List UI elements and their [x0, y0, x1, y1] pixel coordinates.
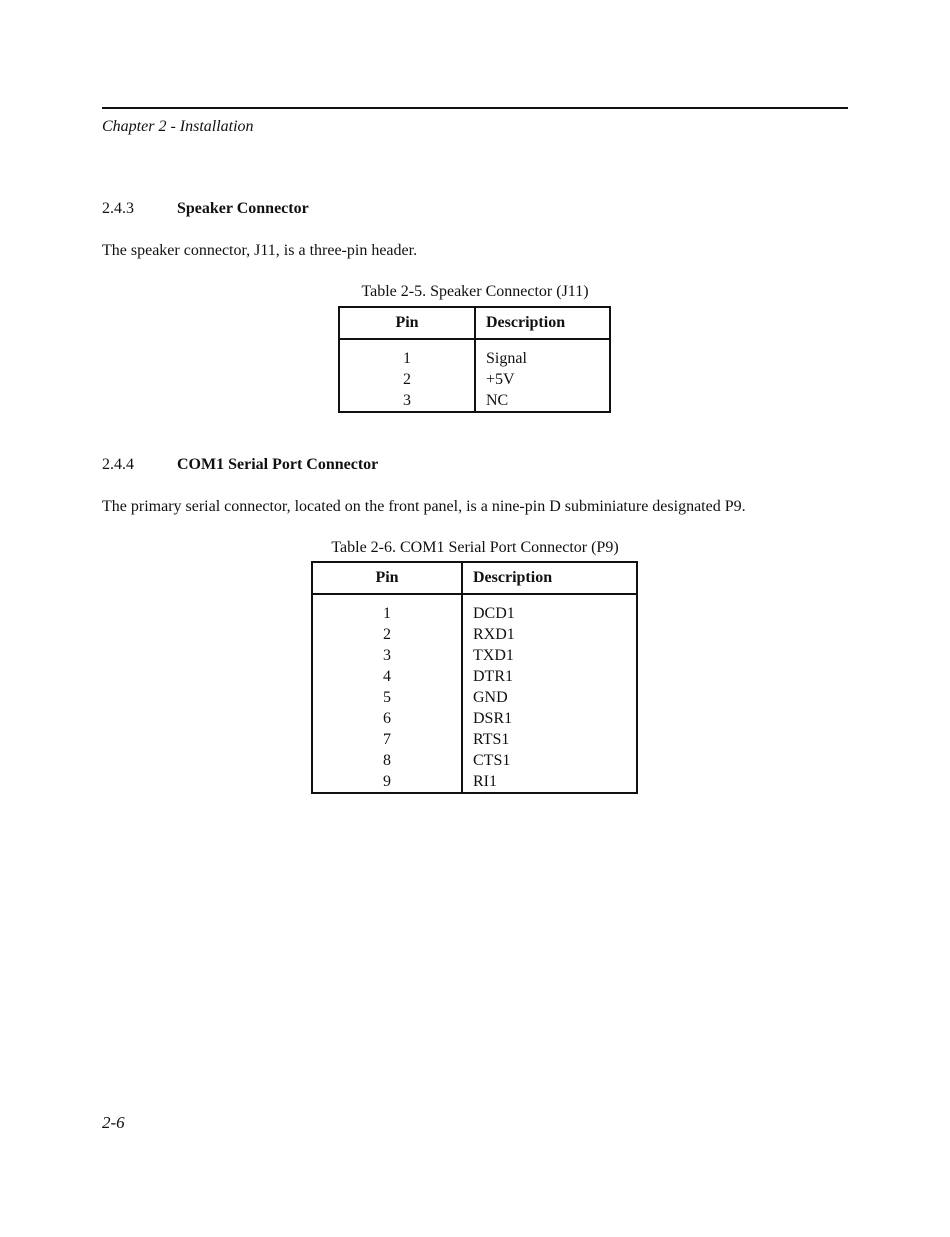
section-heading-speaker: [102, 200, 309, 218]
pin-cell: 6: [312, 708, 462, 729]
pin-cell: 7: [312, 729, 462, 750]
pin-cell: 8: [312, 750, 462, 771]
table-row: [312, 687, 637, 708]
description-cell: DSR1: [473, 710, 513, 727]
table-row: [312, 771, 637, 793]
speaker-connector-table: [338, 306, 611, 413]
pin-cell: 2: [339, 369, 475, 390]
com1-connector-table: [311, 561, 638, 794]
table-row: [312, 729, 637, 750]
description-cell: TXD1: [473, 647, 514, 664]
table-row: [339, 369, 610, 390]
pin-cell: 9: [312, 771, 462, 793]
com1-paragraph: The primary serial connector, located on the front panel, is a nine-pin D subminiature designated P9.: [102, 498, 746, 515]
table-row: [312, 708, 637, 729]
description-cell: DCD1: [473, 605, 515, 622]
pin-cell: 4: [312, 666, 462, 687]
pin-cell: 3: [312, 645, 462, 666]
section-title: Speaker Connector: [177, 200, 309, 217]
column-header-pin: Pin: [339, 307, 475, 339]
chapter-header: Chapter 2 - Installation: [102, 118, 254, 135]
section-number: 2.4.3: [102, 200, 134, 217]
page-number: 2-6: [102, 1113, 125, 1132]
table-row: [339, 339, 610, 369]
description-cell: RTS1: [473, 731, 510, 748]
section-number: 2.4.4: [102, 456, 134, 473]
pin-cell: 3: [339, 390, 475, 412]
table-row: [312, 594, 637, 624]
description-cell: RI1: [473, 773, 497, 790]
pin-cell: 1: [312, 594, 462, 624]
description-cell: Signal: [486, 350, 527, 367]
description-cell: RXD1: [473, 626, 515, 643]
table-row: [312, 750, 637, 771]
description-cell: GND: [473, 689, 508, 706]
table-row: [312, 624, 637, 645]
column-header-description: Description: [475, 307, 610, 339]
table-caption-speaker: Table 2-5. Speaker Connector (J11): [361, 283, 589, 300]
pin-cell: 5: [312, 687, 462, 708]
description-cell: DTR1: [473, 668, 513, 685]
header-rule: [102, 107, 848, 109]
description-cell: NC: [486, 392, 509, 409]
pin-cell: 2: [312, 624, 462, 645]
speaker-paragraph: The speaker connector, J11, is a three-pin header.: [102, 242, 418, 259]
table-row: [312, 645, 637, 666]
section-heading-com1: [102, 456, 378, 474]
column-header-description: Description: [462, 562, 637, 594]
table-caption-com1: Table 2-6. COM1 Serial Port Connector (P9): [331, 539, 619, 556]
table-row: [339, 390, 610, 412]
description-cell: +5V: [486, 371, 515, 388]
description-cell: CTS1: [473, 752, 511, 769]
pin-cell: 1: [339, 339, 475, 369]
table-row: [312, 666, 637, 687]
section-title: COM1 Serial Port Connector: [177, 456, 379, 473]
column-header-pin: Pin: [312, 562, 462, 594]
